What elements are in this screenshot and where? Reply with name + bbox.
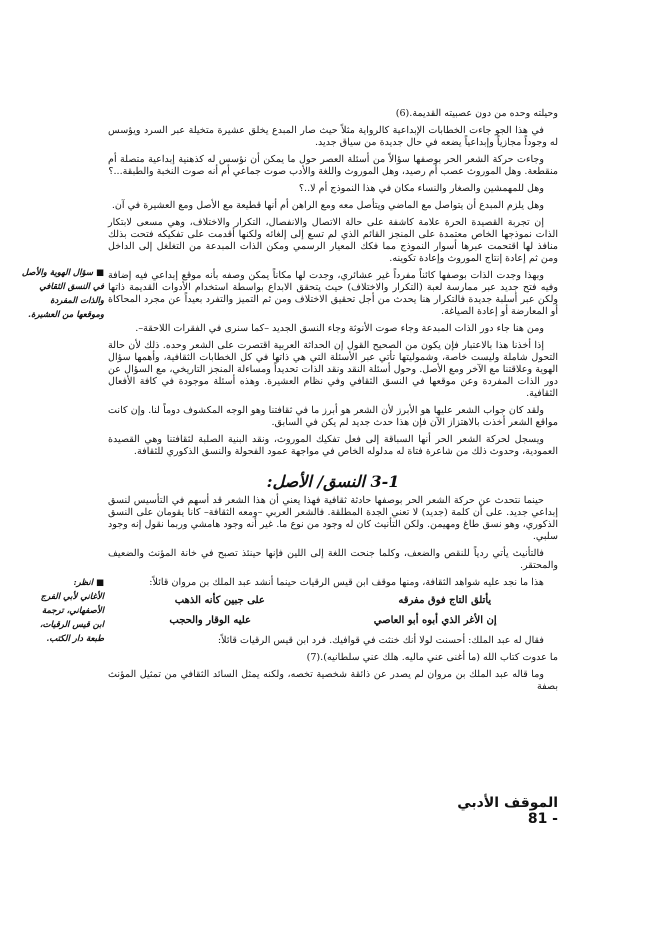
margin-note-line: في النسق الثقافي <box>39 282 104 292</box>
paragraph: ويسجل لحركة الشعر الحر أنها السباقة إلى فعل تفكيك الموروث، ونقد البنية الصلبة لثقافتنا وهي القصيدة العمودية، وحدوث ذلك من شاعرة فتاة له مدلوله الخاص في مواجهة عمود الفحولة والنسق الذكوري للثقافة. <box>108 434 558 457</box>
paragraph: وبهذا وجدت الذات بوصفها كائناً مفرداً غير عشائري، وجدت لها مكاناً يمكن وصفه بأنه موقع إبداعي فيه إضافة وفيه فتح جديد عبر ممارسة لعبة (التكرار والاختلاف) حيث يتحقق الابداع بواسطة استخدام الأدوات القديمة ذاتها ولكن عبر أسلبة جديدة فالتكرار هنا يحدث من أجل تحقيق الاختلاف ومن ثم التميز والتفرد بعيداً عن مجرد المحاكاة أو المعارضة أو إعادة الصياغة. <box>108 270 558 317</box>
margin-note-line: الأصفهاني، ترجمة <box>41 606 104 616</box>
paragraph: وجاءت حركة الشعر الحر بوصفها سؤالاً من أسئلة العصر حول ما يمكن أن نؤسس له كذهنية إبداعية متصلة أم منقطعة. وهل الموروث عصب أم رصيد، وهل الموروث واللغة والأدب صوت جماعي أم أنه صوت النخبة والطبقة...؟ <box>108 154 558 177</box>
margin-note-line: سؤال الهوية والأصل <box>21 268 93 278</box>
page-footer: الموقف الأدبي - 81 <box>457 795 558 827</box>
paragraph: في هذا الجو جاءت الخطابات الإبداعية كالرواية مثلاً حيث صار المبدع يخلق عشيرة متخيلة عبر السرد ويؤسس له وجوداً مجازياً وإبداعياً يضعه في حال جديدة من سياق جديد. <box>108 125 558 148</box>
verse-hemistich: يأتلق التاج فوق مفرقه <box>398 595 492 606</box>
paragraph: وهل يلزم المبدع أن يتواصل مع الماضي ويتأصل معه ومع الراهن أم أنها قطيعة مع الأصل ومع العشيرة في آن. <box>111 200 544 211</box>
paragraph: إن تجربة القصيدة الحرة علامة كاشفة على حالة الاتصال والانفصال، التكرار والاختلاف، وهي مسعى لابتكار الذات نموذجها الخاص معتمدة على المنجز القائم الذي لم تسع إلى إلغائه ولكنها أقدمت على تفكيكه فتحت بذلك منافذ لها اقتحمت عبرها أسوار النموذج مما فكك المعيار الرسمي ومكن الذات المبدعة من التغلغل إلى الداخل ومن ثم إعادة إنتاج الموروث وإعادة تكوينه. <box>108 217 558 264</box>
paragraph: فقال له عبد الملك: أحسنت لولا أنك خنثت في قوافيك. فرد ابن قيس الرقيات قائلاً: <box>217 635 544 646</box>
paragraph: وحيلته وحده من دون عصبيته القديمة.(6) <box>395 108 558 119</box>
bullet-icon: ■ <box>95 268 104 278</box>
poem-verse <box>108 595 558 607</box>
poem-verse <box>108 615 558 627</box>
margin-note-line: الأغاني لأبي الفرج <box>40 592 104 602</box>
paragraph: ولقد كان جواب الشعر عليها هو الأبرز لأن الشعر هو أبرز ما في ثقافتنا وهو الوجه المكشوف دوماً لنا. وإن كانت مواقع الشعر أخذت بالاهتزاز الآن فإن هذا حدث جديد لم يكن في السابق. <box>108 405 558 428</box>
margin-note-line: والذات المفردة <box>50 296 104 306</box>
paragraph: ما عدوت كتاب الله (ما أغنى عني ماليه. هلك عني سلطانيه).(7) <box>306 652 558 663</box>
article-body <box>108 108 558 698</box>
verse-hemistich: على جبين كأنه الذهب <box>174 595 265 606</box>
verse-hemistich: عليه الوقار والحجب <box>169 615 252 626</box>
paragraph: وهل للمهمشين والصغار والنساء مكان في هذا النموذج أم لا..؟ <box>298 183 544 194</box>
margin-note-line: ابن قيس الرقيات، <box>39 620 104 630</box>
margin-note <box>14 576 104 646</box>
margin-note-line: انظر: <box>73 578 93 588</box>
paragraph: حينما نتحدث عن حركة الشعر الحر بوصفها حادثة ثقافية فهذا يعني أن هذا الشعر قد أسهم في التأسيس لنسق إبداعي جديد. على أن كلمة (جديد) لا تعني الجدة المطلقة. فالشعر العربي –ومعه الثقافة– كانا يقومان على النسق الذكوري، وهو نسق طاغ ومهيمن. ولكن التأنيث كان له وجود من نوع ما. غير أنه وجود هامشي وربما نقول إنه وجود سلبي. <box>108 495 558 542</box>
paragraph: هذا ما نجد عليه شواهد الثقافة، ومنها موقف ابن قيس الرقيات حينما أنشد عبد الملك بن مروان قائلاً: <box>149 577 544 588</box>
margin-note <box>14 266 104 322</box>
paragraph: وما قاله عبد الملك بن مروان لم يصدر عن ذائقة شخصية تخصه، ولكنه يمثل السائد الثقافي من تمثيل المؤنث بصفة <box>108 669 558 692</box>
verse-hemistich: إن الأغر الذي أبوه أبو العاصي <box>373 615 497 626</box>
paragraph: إذا أخذنا هذا بالاعتبار فإن يكون من الصحيح القول إن الحداثة العربية اقتصرت على الشعر وحده. ذلك لأن حالة التحول شاملة وليست خاصة، وشموليتها تأتي عبر الأسئلة التي هي ذاتها في كل الخطابات الثقافية، وأهمها سؤال الهوية وعلاقتنا مع الآخر ومع الأصل. وحول أسئلة النقد ونقد الذات تحديداً ومساءلة المنجز التاريخي، مع السؤال عن دور الذات المفردة وعن موقعها في النسق الثقافي وفي نظام العشيرة. وهذه أسئلة موجودة في كافة الأفعال الثقافية. <box>108 340 558 399</box>
margin-note-line: طبعة دار الكتب. <box>46 634 104 644</box>
bullet-icon: ■ <box>95 578 104 588</box>
paragraph: ومن هنا جاء دور الذات المبدعة وجاء صوت الأنوثة وجاء النسق الجديد –كما سنرى في الفقرات اللاحقة–. <box>135 323 544 334</box>
paragraph: فالتأنيث يأتي ردياً للنقص والضعف، وكلما جنحت اللغة إلى اللين فإنها حينئذ تصبح في خانة المؤنث والضعيف والمحتقر. <box>108 548 558 571</box>
margin-note-line: وموقعها من العشيرة. <box>28 310 104 320</box>
section-heading: 3-1 النسق/ الأصل: <box>266 472 400 491</box>
